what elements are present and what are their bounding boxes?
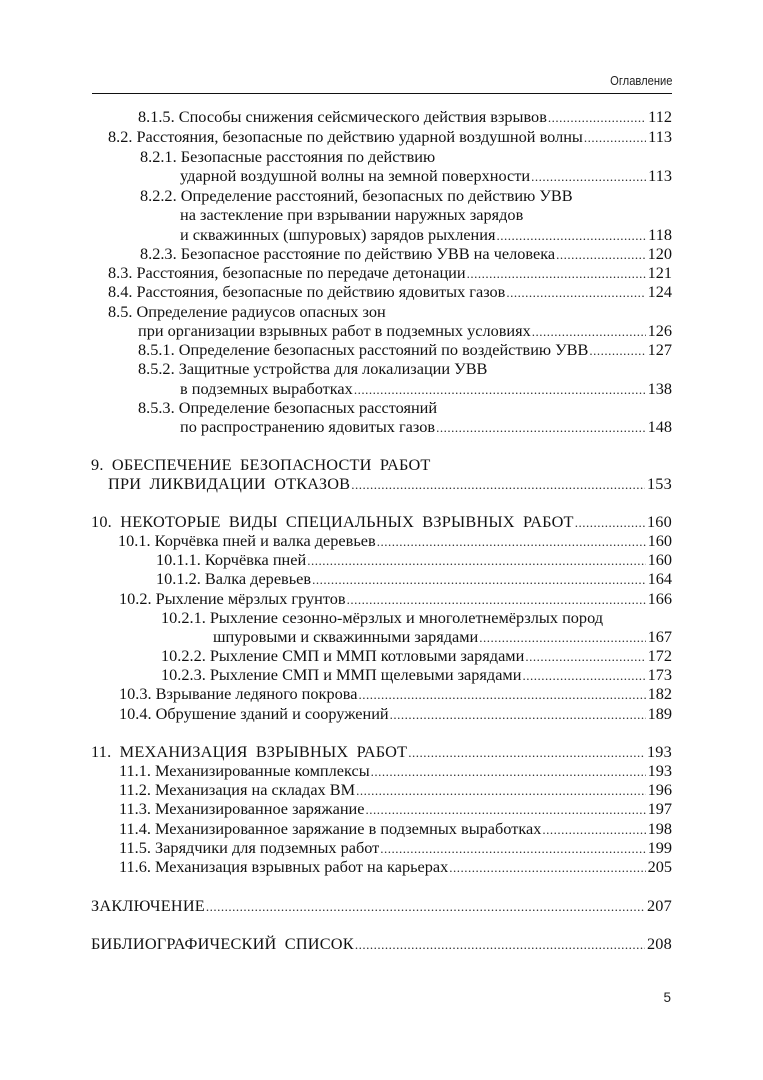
toc-entry-title: БИБЛИОГРАФИЧЕСКИЙ СПИСОК [91, 934, 354, 953]
toc-page-number: 182 [647, 684, 672, 703]
toc-entry-11-1[interactable] [119, 761, 672, 780]
toc-page-number: 173 [647, 665, 672, 684]
dot-leader [436, 418, 646, 437]
toc-entry-8-2-2[interactable] [140, 186, 672, 205]
toc-page-number: 118 [648, 225, 672, 244]
toc-entry-10-2-1[interactable] [161, 608, 672, 627]
dot-leader [371, 762, 646, 781]
toc-entry-continuation: в подземных выработках [180, 379, 353, 398]
toc-entry-10-2-3[interactable] [161, 665, 672, 684]
toc-entry-8-5-continuation[interactable] [138, 321, 672, 340]
toc-entry-10-4[interactable] [119, 704, 672, 723]
toc-page-number: 112 [648, 107, 672, 126]
toc-entry-11-2[interactable] [119, 780, 672, 799]
dot-leader [354, 380, 646, 399]
toc-entry-11-4[interactable] [119, 819, 672, 838]
toc-page-number: 121 [647, 263, 672, 282]
toc-page-number: 138 [647, 379, 672, 398]
dot-leader [506, 283, 645, 302]
toc-entry-continuation: ударной воздушной волны на земной поверхности [180, 166, 531, 185]
toc-entry-10[interactable] [91, 512, 672, 531]
toc-entry-10-1-2[interactable] [156, 569, 672, 588]
toc-entry-8-3[interactable] [108, 263, 672, 282]
dot-leader [358, 685, 645, 704]
toc-entry-title: 10.2.3. Рыхление СМП и ММП щелевыми зарядами [161, 665, 522, 684]
toc-entry-title: 10.3. Взрывание ледяного покрова [119, 684, 358, 703]
page-number: 5 [663, 990, 671, 1005]
dot-leader [522, 666, 645, 685]
toc-entry-continuation: шпуровыми и скважинными зарядами [213, 627, 479, 646]
toc-page-number: 153 [646, 474, 672, 493]
dot-leader [525, 647, 645, 666]
toc-entry-continuation: на застекление при взрывании наружных зарядов [180, 205, 524, 224]
toc-page-number: 189 [647, 704, 672, 723]
dot-leader [366, 800, 646, 819]
toc-entry-title: 10.4. Обрушение зданий и сооружений [119, 704, 389, 723]
dot-leader [312, 570, 646, 589]
toc-entry-title: 11.5. Зарядчики для подземных работ [119, 838, 380, 857]
toc-entry-8-4[interactable] [108, 282, 672, 301]
toc-page-number: 160 [647, 531, 672, 550]
dot-leader [347, 590, 646, 609]
toc-page-number: 126 [647, 321, 672, 340]
toc-page-number: 166 [647, 589, 672, 608]
toc-entry-conclusion[interactable] [91, 896, 672, 915]
toc-entry-10-1[interactable] [118, 531, 672, 550]
toc-entry-11[interactable] [91, 742, 672, 761]
dot-leader [377, 532, 646, 551]
dot-leader [548, 108, 646, 127]
toc-entry-8-5-2-continuation[interactable] [180, 379, 672, 398]
toc-entry-title: 10.2. Рыхление мёрзлых грунтов [119, 589, 346, 608]
toc-entry-11-6[interactable] [119, 857, 672, 876]
toc-entry-10-1-1[interactable] [156, 550, 672, 569]
toc-entry-title: 8.2.3. Безопасное расстояние по действию УВВ на человека [140, 244, 556, 263]
toc-entry-title: 8.5.1. Определение безопасных расстояний по воздействию УВВ [138, 340, 589, 359]
toc-entry-title: 11.3. Механизированное заряжание [119, 799, 365, 818]
toc-page-number: 113 [648, 127, 672, 146]
toc-page-number: 205 [647, 857, 672, 876]
toc-entry-title: 10. НЕКОТОРЫЕ ВИДЫ СПЕЦИАЛЬНЫХ ВЗРЫВНЫХ РАБОТ [91, 512, 574, 531]
dot-leader [307, 551, 645, 570]
toc-page-number: 193 [647, 761, 672, 780]
dot-leader [356, 781, 645, 800]
toc-page-number: 113 [648, 166, 672, 185]
toc-entry-8-2-2-continuation-1[interactable] [180, 205, 672, 224]
toc-entry-8-2[interactable] [108, 127, 672, 146]
toc-entry-8-2-2-continuation-2[interactable] [180, 225, 672, 244]
toc-entry-title: 8.4. Расстояния, безопасные по действию ядовитых газов [108, 282, 506, 301]
toc-entry-8-1-5[interactable] [138, 107, 672, 126]
dot-leader [351, 475, 645, 494]
dot-leader [449, 858, 645, 877]
dot-leader [532, 322, 646, 341]
toc-entry-11-5[interactable] [119, 838, 672, 857]
toc-page-number: 167 [647, 627, 672, 646]
toc-page-number: 199 [647, 838, 672, 857]
toc-page-number: 208 [646, 934, 672, 953]
toc-page-number: 127 [647, 340, 672, 359]
dot-leader [531, 167, 646, 186]
toc-entry-11-3[interactable] [119, 799, 672, 818]
toc-entry-8-2-1[interactable] [140, 147, 672, 166]
toc-entry-title: 8.5.2. Защитные устройства для локализации УВВ [138, 359, 488, 378]
toc-entry-8-5-3-continuation[interactable] [180, 417, 672, 436]
toc-entry-title: 11.4. Механизированное заряжание в подземных выработках [119, 819, 542, 838]
running-head: Оглавление [609, 73, 672, 88]
dot-leader [496, 226, 646, 245]
toc-entry-title: 8.5. Определение радиусов опасных зон [108, 302, 386, 321]
toc-entry-title: 9. ОБЕСПЕЧЕНИЕ БЕЗОПАСНОСТИ РАБОТ [91, 455, 431, 474]
toc-entry-continuation: и скважинных (шпуровых) зарядов рыхления [180, 225, 496, 244]
toc-page-number: 198 [647, 819, 672, 838]
toc-entry-9-continuation[interactable] [108, 474, 672, 493]
toc-entry-continuation: при организации взрывных работ в подземных условиях [138, 321, 531, 340]
dot-leader [542, 820, 645, 839]
toc-entry-title: 11.2. Механизация на складах ВМ [119, 780, 356, 799]
toc-entry-8-5-3[interactable] [138, 398, 672, 417]
toc-page-number: 148 [647, 417, 672, 436]
toc-entry-8-5-2[interactable] [138, 359, 672, 378]
toc-page-number: 197 [647, 799, 672, 818]
dot-leader [408, 743, 645, 762]
toc-entry-title: ЗАКЛЮЧЕНИЕ [91, 896, 205, 915]
toc-entry-9[interactable] [91, 455, 672, 474]
toc-entry-title: 10.1. Корчёвка пней и валка деревьев [118, 531, 376, 550]
toc-entry-title: 10.1.1. Корчёвка пней [156, 550, 307, 569]
dot-leader [467, 264, 646, 283]
toc-entry-continuation: ПРИ ЛИКВИДАЦИИ ОТКАЗОВ [108, 474, 351, 493]
toc-entry-title: 8.2. Расстояния, безопасные по действию ударной воздушной волны [108, 127, 583, 146]
toc-entry-title: 10.1.2. Валка деревьев [156, 569, 312, 588]
toc-page-number: 124 [647, 282, 672, 301]
dot-leader [355, 935, 645, 954]
toc-entry-8-2-3[interactable] [140, 244, 672, 263]
toc-entry-title: 10.2.2. Рыхление СМП и ММП котловыми зарядами [161, 646, 525, 665]
dot-leader [390, 705, 646, 724]
toc-page-number: 193 [646, 742, 672, 761]
toc-entry-title: 8.5.3. Определение безопасных расстояний [138, 398, 438, 417]
toc-page-number: 160 [646, 512, 672, 531]
toc-entry-10-3[interactable] [119, 684, 672, 703]
dot-leader [556, 245, 645, 264]
toc-entry-title: 8.3. Расстояния, безопасные по передаче детонации [108, 263, 466, 282]
header-rule [92, 93, 672, 94]
dot-leader [479, 628, 645, 647]
toc-page-number: 172 [647, 646, 672, 665]
dot-leader [380, 839, 645, 858]
toc-entry-title: 11.1. Механизированные комплексы [119, 761, 370, 780]
toc-entry-10-2[interactable] [119, 589, 672, 608]
toc-entry-8-2-1-continuation[interactable] [180, 166, 672, 185]
toc-entry-10-2-1-continuation[interactable] [213, 627, 672, 646]
dot-leader [584, 128, 646, 147]
toc-page-number: 207 [646, 896, 672, 915]
toc-page-number: 160 [647, 550, 672, 569]
toc-entry-title: 11. МЕХАНИЗАЦИЯ ВЗРЫВНЫХ РАБОТ [91, 742, 408, 761]
toc-entry-title: 10.2.1. Рыхление сезонно-мёрзлых и многолетнемёрзлых пород [161, 608, 604, 627]
toc-entry-title: 8.1.5. Способы снижения сейсмического действия взрывов [138, 107, 547, 126]
toc-entry-10-2-2[interactable] [161, 646, 672, 665]
dot-leader [206, 897, 645, 916]
toc-page-number: 164 [647, 569, 672, 588]
dot-leader [575, 513, 645, 532]
toc-page-number: 120 [647, 244, 672, 263]
toc-entry-8-5[interactable] [108, 302, 672, 321]
toc-entry-bibliography[interactable] [91, 934, 672, 953]
toc-entry-title: 11.6. Механизация взрывных работ на карьерах [119, 857, 449, 876]
dot-leader [589, 341, 645, 360]
toc-entry-title: 8.2.1. Безопасные расстояния по действию [140, 147, 436, 166]
toc-entry-8-5-1[interactable] [138, 340, 672, 359]
toc-entry-title: 8.2.2. Определение расстояний, безопасных по действию УВВ [140, 186, 573, 205]
toc-page-number: 196 [647, 780, 672, 799]
toc-entry-continuation: по распространению ядовитых газов [180, 417, 436, 436]
